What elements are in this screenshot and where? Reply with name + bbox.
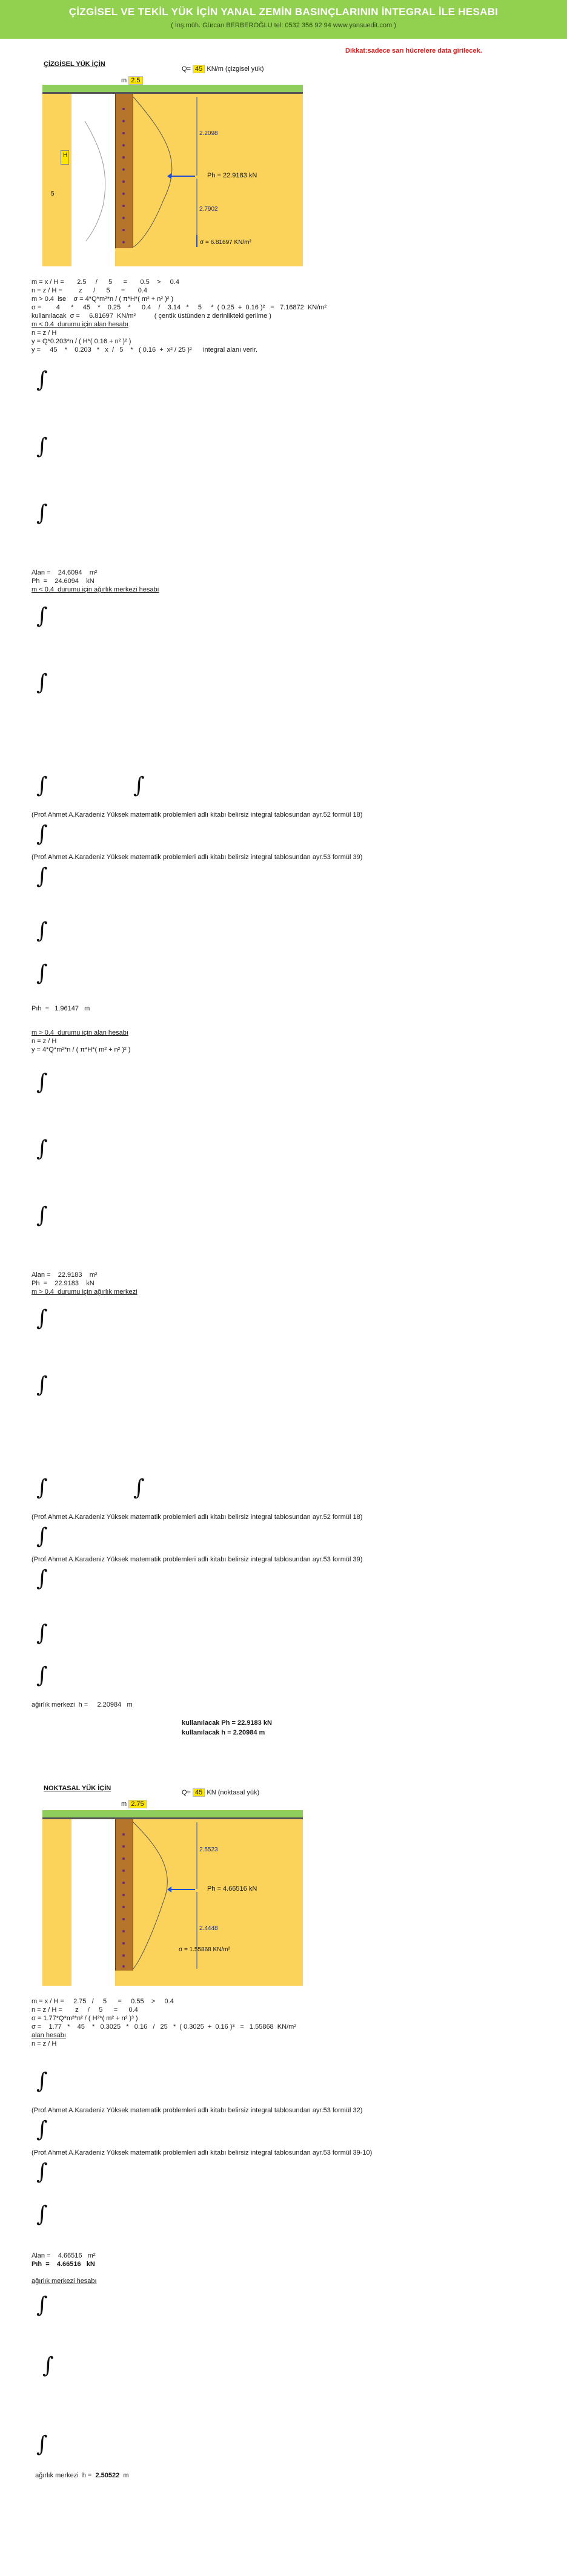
page-title: ÇİZGİSEL VE TEKİL YÜK İÇİN YANAL ZEMİN BASINÇLARININ İNTEGRAL İLE HESABI	[68, 6, 499, 18]
integral-sign: ∫	[36, 2293, 48, 2317]
calc-heading: m > 0.4 durumu için alan hesabı	[31, 1029, 128, 1036]
calc-line: Ph = 24.6094 kN	[31, 578, 94, 585]
line-load-input-row	[182, 65, 264, 73]
depth-bottom-value: 2.7902	[199, 206, 218, 212]
depth-top-value: 2.2098	[199, 130, 218, 137]
integral-sign: ∫	[36, 2069, 48, 2093]
integral-sign: ∫	[36, 864, 48, 889]
integral-note: (Prof.Ahmet A.Karadeniz Yüksek matematik problemleri adlı kitabı belirsiz integral tablosundan ayr.52 formül 18)	[31, 811, 363, 819]
pressure-diagram-svg	[42, 1810, 303, 1986]
calc-line: Alan = 4.66516 m²	[31, 2252, 96, 2259]
calc-line: m = x / H = 2.75 / 5 = 0.55 > 0.4	[31, 1998, 174, 2005]
integral-sign: ∫	[36, 604, 48, 628]
calc-heading: m > 0.4 durumu için ağırlık merkezi	[31, 1288, 138, 1296]
integral-sign: ∫	[36, 1070, 48, 1095]
load-q-label: Q=	[182, 65, 191, 73]
integral-sign: ∫	[36, 773, 48, 798]
depth-top-value: 2.5523	[199, 1846, 218, 1853]
calc-line: Alan = 24.6094 m²	[31, 569, 98, 576]
final-result-line: ağırlık merkezi h = 2.50522 m	[35, 2472, 129, 2479]
ph-arrow	[171, 176, 195, 177]
calc-line: ağırlık merkezi h = 2.20984 m	[31, 1701, 133, 1708]
line-load-section-title: ÇİZGİSEL YÜK İÇİN	[44, 61, 105, 68]
integral-sign: ∫	[36, 1306, 48, 1331]
result-h: kullanılacak h = 2.20984 m	[182, 1729, 265, 1736]
calc-line: n = z / H	[31, 329, 57, 337]
h-value: 5	[51, 191, 55, 197]
integral-note: (Prof.Ahmet A.Karadeniz Yüksek matematik problemleri adlı kitabı belirsiz integral tablosundan ayr.53 formül 39)	[31, 1556, 363, 1563]
data-entry-warning: Dikkat:sadece sarı hücrelere data girilecek.	[345, 47, 482, 54]
h-label: H	[63, 152, 68, 159]
ph-arrow	[171, 1889, 195, 1890]
integral-sign: ∫	[36, 1663, 48, 1688]
line-load-q-field[interactable]: 45	[193, 65, 205, 73]
m-input-row	[121, 1800, 147, 1808]
calc-line: σ = 1.77 * 45 * 0.3025 * 0.16 / 25 * ( 0.3025 + 0.16 )³ = 1.55868 KN/m²	[31, 2023, 296, 2031]
point-load-input-row	[182, 1789, 259, 1796]
ph-result: Ph = 22.9183 kN	[207, 172, 257, 179]
integral-sign: ∫	[36, 822, 48, 846]
m-distance-field[interactable]: 2.5	[128, 76, 142, 85]
author-line: ( İnş.müh. Gürcan BERBEROĞLU tel: 0532 356 92 94 www.yansuedit.com )	[171, 22, 396, 29]
page-banner	[0, 0, 567, 39]
integral-sign: ∫	[36, 1621, 48, 1645]
calc-heading: m < 0.4 durumu için ağırlık merkezi hesabı	[31, 586, 159, 593]
integral-sign: ∫	[36, 367, 48, 392]
calc-line: Pıh = 1.96147 m	[31, 1005, 90, 1012]
line-load-diagram	[42, 85, 303, 266]
integral-note: (Prof.Ahmet A.Karadeniz Yüksek matematik problemleri adlı kitabı belirsiz integral tablosundan ayr.53 formül 32)	[31, 2107, 363, 2114]
calc-line: Pıh = 4.66516 kN	[31, 2261, 95, 2268]
integral-sign: ∫	[133, 773, 145, 798]
integral-sign: ∫	[36, 501, 48, 525]
depth-bottom-value: 2.4448	[199, 1925, 218, 1932]
integral-note: (Prof.Ahmet A.Karadeniz Yüksek matematik problemleri adlı kitabı belirsiz integral tablosundan ayr.53 formül 39)	[31, 854, 363, 861]
load-unit-label: KN (noktasal yük)	[207, 1789, 260, 1796]
calc-line: n = z / H	[31, 1038, 57, 1045]
point-load-diagram	[42, 1810, 303, 1986]
m-label: m	[121, 77, 127, 84]
calc-line: n = z / H = z / 5 = 0.4	[31, 2006, 138, 2014]
integral-sign: ∫	[36, 1524, 48, 1549]
integral-sign: ∫	[36, 1372, 48, 1397]
ph-result: Ph = 4.66516 kN	[207, 1885, 257, 1892]
integral-sign: ∫	[133, 1475, 145, 1500]
calc-line: σ = 1.77*Q*m²*n² / ( H²*( m² + n² )³ )	[31, 2015, 138, 2022]
calc-heading: alan hesabı	[31, 2032, 66, 2039]
calc-line: kullanılacak σ = 6.81697 KN/m² ( çentik üstünden z derinlikteki gerilme )	[31, 312, 271, 320]
integral-note: (Prof.Ahmet A.Karadeniz Yüksek matematik problemleri adlı kitabı belirsiz integral tablosundan ayr.53 formül 39-10)	[31, 2149, 373, 2156]
calc-line: Alan = 22.9183 m²	[31, 1271, 98, 1279]
calc-heading: m < 0.4 durumu için alan hesabı	[31, 321, 128, 328]
result-ph: kullanılacak Ph = 22.9183 kN	[182, 1719, 272, 1727]
integral-sign: ∫	[36, 1203, 48, 1228]
integral-sign: ∫	[36, 2159, 48, 2184]
calc-line: m > 0.4 ise σ = 4*Q*m²*n / ( π*H*( m² + n² )² )	[31, 295, 174, 303]
load-q-label: Q=	[182, 1789, 191, 1796]
calc-line: Ph = 22.9183 kN	[31, 1280, 94, 1287]
calc-line: n = z / H = z / 5 = 0.4	[31, 287, 148, 294]
point-load-section-title: NOKTASAL YÜK İÇİN	[44, 1785, 111, 1792]
calc-line: n = z / H	[31, 2040, 57, 2047]
m-label: m	[121, 1800, 127, 1808]
sigma-result: σ = 1.55868 KN/m²	[179, 1946, 230, 1953]
integral-sign: ∫	[36, 2202, 48, 2227]
point-load-q-field[interactable]: 45	[193, 1788, 205, 1797]
integral-sign: ∫	[36, 1136, 48, 1161]
integral-sign: ∫	[36, 1475, 48, 1500]
m-input-row	[121, 77, 143, 84]
integral-sign: ∫	[36, 434, 48, 459]
calc-line: σ = 4 * 45 * 0.25 * 0.4 / 3.14 * 5 * ( 0.25 + 0.16 )² = 7.16872 KN/m²	[31, 304, 327, 311]
integral-sign: ∫	[42, 2353, 54, 2378]
calc-heading: ağırlık merkezi hesabı	[31, 2278, 97, 2285]
integral-sign: ∫	[36, 2432, 48, 2457]
integral-note: (Prof.Ahmet A.Karadeniz Yüksek matematik problemleri adlı kitabı belirsiz integral tablosundan ayr.52 formül 18)	[31, 1514, 363, 1521]
sigma-result: σ = 6.81697 KN/m²	[200, 239, 251, 246]
integral-sign: ∫	[36, 2117, 48, 2142]
calc-line: y = Q*0.203*n / ( H*( 0.16 + n² )² )	[31, 338, 131, 345]
sigma-arrow	[196, 235, 197, 247]
integral-sign: ∫	[36, 670, 48, 695]
calc-line: y = 45 * 0.203 * x / 5 * ( 0.16 + x² / 25 )² integral alanı verir.	[31, 346, 257, 354]
m-distance-field[interactable]: 2.75	[128, 1800, 146, 1808]
integral-sign: ∫	[36, 918, 48, 943]
calc-line: m = x / H = 2.5 / 5 = 0.5 > 0.4	[31, 278, 179, 286]
integral-sign: ∫	[36, 1566, 48, 1591]
load-unit-label: KN/m (çizgisel yük)	[207, 65, 264, 73]
integral-sign: ∫	[36, 961, 48, 986]
calc-line: y = 4*Q*m²*n / ( π*H*( m² + n² )² )	[31, 1046, 131, 1053]
